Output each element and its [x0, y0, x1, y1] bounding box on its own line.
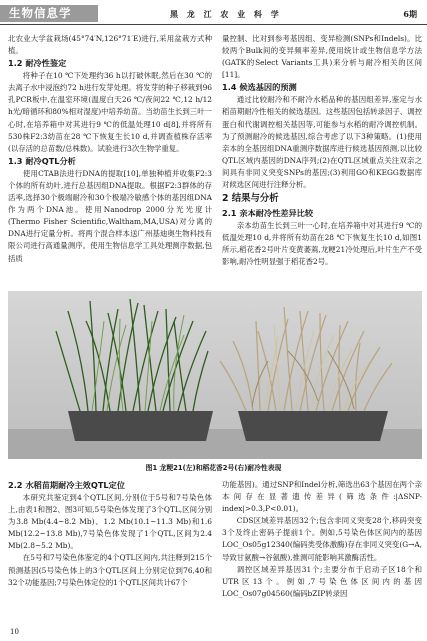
section-1-4-heading: 1.4 候选基因的预测	[222, 82, 297, 93]
page-number: 10	[10, 628, 19, 636]
journal-title: 黑 龙 江 农 业 科 学	[170, 9, 282, 19]
section-2-heading: 2 结果与分析	[222, 193, 279, 205]
section-1-4-text: 通过比较耐冷和不耐冷水稻品种的基因组差异,鉴定与水稻苗期耐冷性相关的候选基因。这些基因包括转录因子、调控蛋白和代谢调控相关基因等,可能参与水稻的耐冷调控机制。为了预测耐冷的候选基因,综合考虑了以下3种策略。(1)使用亲本的全基因组DNA重测序数据库进行候选基因预测,以比较QTL区域内基因的DNA序列;(2)在QTL区域重点关注双亲之间具有非同义突变SNPs的基因;(3)利用GO和KEGG数据库对候选区间进行注释分析。	[222, 95, 422, 190]
section-2-2-heading: 2.2 水稻苗期耐冷主效QTL定位	[8, 480, 125, 490]
bottom-right-text-3: 调控区域差异基因31个;主要分布于启动子区18个和UTR区13个。例如,7号染色体区间内的基因LOC_Os07g04560(编码bZIP转录因	[222, 564, 422, 598]
bottom-right-text-1: 功能基因)。通过SNP和Indel分析,筛选出63个基因在两个亲本间存在显著遗传差异(筛选条件:|ΔSNP-index|>0.3,P<0.01)。	[222, 480, 422, 514]
section-2-1-heading: 2.1 亲本耐冷性差异比较	[222, 208, 314, 219]
section-2-1-text: 亲本幼苗生长到三叶一心时,在培养箱中对其进行9 ℃的低温处理10 d,并将所有幼苗在28 ℃下恢复生长10 d,如图1所示,稻花香2号叶片变黄萎蔫,龙粳21冷处理后,叶片生产不受影响,耐冷性明显强于稻花香2号。	[222, 221, 422, 267]
section-1-2-heading: 1.2 耐冷性鉴定	[8, 58, 67, 69]
section-1-3-text: 使用CTAB法进行DNA的提取[10],单独种植并收集F2:3个体的所有幼叶,进行总基因组DNA提取。根据F2:3群体的存活率,选择30个极端耐冷和30个极端冷敏感个体的基因组DNA作为两个DNA池。使用Nanodrop 2000分光光度计(Thermo Fisher Scientific,Waltham,MA,USA)对分离的DNA进行定量分析。将两个混合样本送广州基迪奥生物科技有限公司进行高通量测序。使用生物信息学工具处理测序数据,包括质	[8, 168, 212, 263]
right-continuation-text: 量控制、比对到参考基因组、变异检测(SNPs和Indels)。比较两个Bulk间的变异频率差异,使用统计或生物信息学方法(GATK的Select Variants工具)来分析与耐冷相关的区间[11]。	[222, 34, 422, 80]
issue-number: 6期	[403, 9, 417, 19]
bottom-right-text-2: CDS区域差异基因32个;包含非同义突变28个,移码突变3个及终止密码子提前1个。例如,5号染色体区间内的基因LOC_Os05g12340(编码类受体激酶)存在非同义突变(G→A,导致甘氨酸→谷氨酸),推测可能影响其激酶活性。	[222, 516, 422, 562]
page-header	[0, 0, 427, 24]
bottom-right-column	[222, 479, 422, 600]
section-1-3-heading: 1.3 耐冷QTL分析	[8, 155, 76, 166]
figure-caption: 图1 龙粳21(左)和稻花香2号(右)耐冷性表现	[145, 464, 282, 472]
section-2-2-text-1: 本研究共鉴定到4个QTL区间,分别位于5号和7号染色体上,由表1和图2、图3可知,5号染色体发现了3个QTL,区间分别为3.8 Mb(4.4~8.2 Mb)、1.2 Mb(10.1~11.3 Mb)和1.6 Mb(12.2~13.8 Mb),7号染色体发现了1个QTL,区间为2.4 Mb(2.8~5.2 Mb)。	[8, 493, 212, 551]
section-tab: 生物信息学	[0, 5, 98, 22]
section-2-2-text-2: 在5号和7号染色体鉴定的4个QTL区间内,共注释到215个预测基因(5号染色体上的3个QTL区间上分别定位到76,40和32个功能基因;7号染色体定位的1个QTL区间共计67个	[8, 553, 212, 587]
header-rule	[0, 24, 427, 25]
figure-rice-seedlings-photo	[8, 291, 422, 459]
intro-paragraph: 北农业大学盆栽场(45°74′N,126°71′E)进行,采用盆栽方式种植。	[8, 34, 212, 56]
section-1-2-text: 将种子在10 ℃下处理约36 h以打破休眠,然后在30 ℃的去离子水中浸泡约72 h进行发芽处理。将发芽的种子移栽到96孔PCR板中,在温室环境(温度白天26 ℃/夜间22 ℃,12 h/12 h光/暗循环和80%相对湿度)中培养幼苗。当幼苗生长到三叶一心时,在培养箱中对其进行9 ℃的低温处理10 d[8],并将所有530株F2:3幼苗在28 ℃下恢复生长10 d,并调查植株存活率(以存活的总苗数/总株数)。试验进行3次生物学重复。	[8, 71, 212, 153]
bottom-left-column	[8, 479, 212, 589]
seedlings-illustration	[8, 291, 422, 459]
right-column	[222, 33, 422, 269]
left-column	[8, 33, 212, 265]
